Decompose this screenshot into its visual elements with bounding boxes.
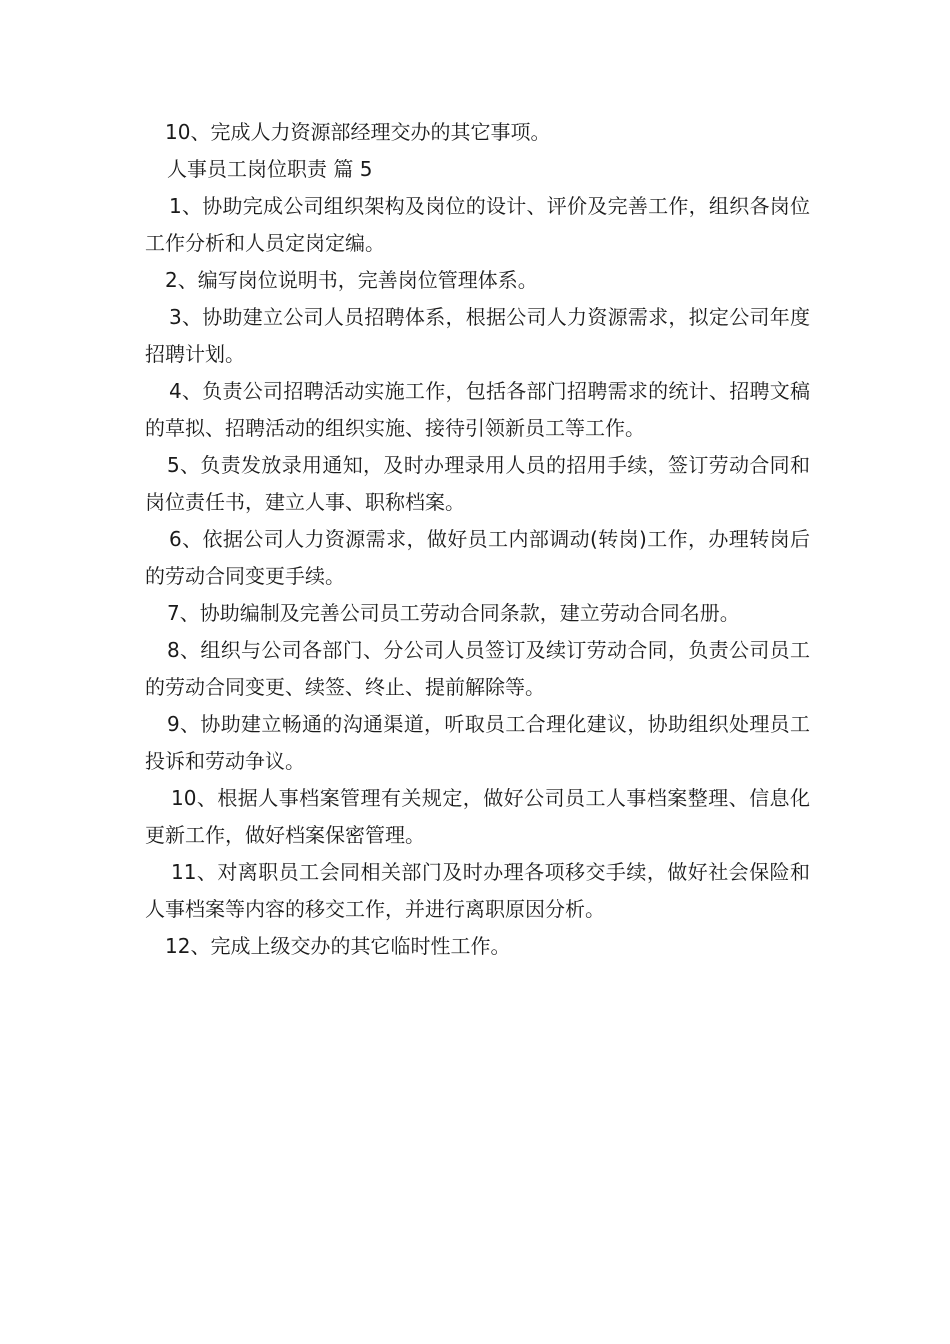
list-item: 2、编写岗位说明书，完善岗位管理体系。 xyxy=(165,268,538,292)
list-item: 11、对离职员工会同相关部门及时办理各项移交手续，做好社会保险和人事档案等内容的移交工作，并进行离职原因分析。 xyxy=(145,860,810,921)
list-item: 1、协助完成公司组织架构及岗位的设计、评价及完善工作，组织各岗位工作分析和人员定岗定编。 xyxy=(145,194,810,255)
document-body xyxy=(145,114,810,965)
list-item: 5、负责发放录用通知，及时办理录用人员的招用手续，签订劳动合同和岗位责任书，建立人事、职称档案。 xyxy=(145,453,810,514)
list-item: 10、根据人事档案管理有关规定，做好公司员工人事档案整理、信息化更新工作，做好档案保密管理。 xyxy=(145,786,810,847)
list-item: 8、组织与公司各部门、分公司人员签订及续订劳动合同，负责公司员工的劳动合同变更、续签、终止、提前解除等。 xyxy=(145,638,810,699)
list-item: 6、依据公司人力资源需求，做好员工内部调动(转岗)工作，办理转岗后的劳动合同变更手续。 xyxy=(145,527,810,588)
list-item: 4、负责公司招聘活动实施工作，包括各部门招聘需求的统计、招聘文稿的草拟、招聘活动的组织实施、接待引领新员工等工作。 xyxy=(145,379,810,440)
list-item: 7、协助编制及完善公司员工劳动合同条款，建立劳动合同名册。 xyxy=(167,601,740,625)
intro-item: 10、完成人力资源部经理交办的其它事项。 xyxy=(165,120,551,144)
list-item: 3、协助建立公司人员招聘体系，根据公司人力资源需求，拟定公司年度招聘计划。 xyxy=(145,305,810,366)
section-title: 人事员工岗位职责 篇 5 xyxy=(167,157,373,181)
list-item: 12、完成上级交办的其它临时性工作。 xyxy=(165,934,511,958)
list-item: 9、协助建立畅通的沟通渠道，听取员工合理化建议，协助组织处理员工投诉和劳动争议。 xyxy=(145,712,810,773)
